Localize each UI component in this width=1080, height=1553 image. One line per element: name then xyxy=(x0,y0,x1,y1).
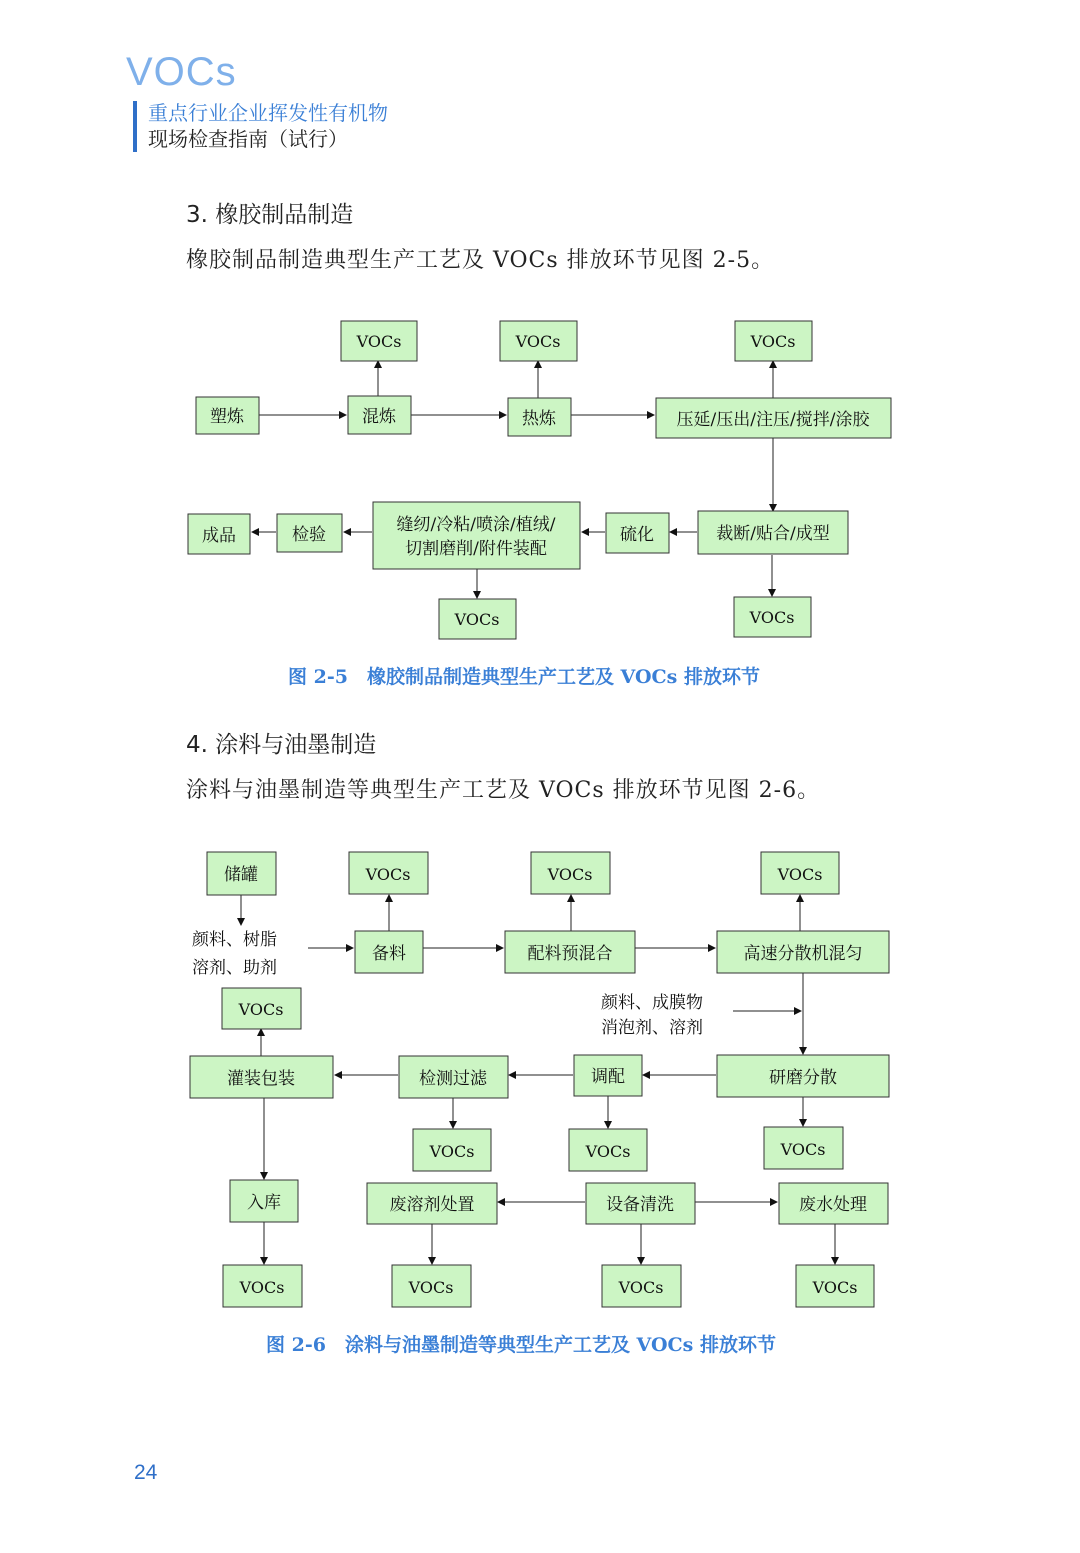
svg-text:成品: 成品 xyxy=(202,526,236,546)
vocs-box xyxy=(500,321,577,361)
vocs-label: VOCs xyxy=(750,332,796,351)
vocs-label: VOCs xyxy=(429,1142,475,1161)
vocs-box xyxy=(439,599,516,639)
svg-text:废溶剂处置: 废溶剂处置 xyxy=(389,1195,475,1215)
vocs-label: VOCs xyxy=(356,332,402,351)
svg-text:缝纫/冷粘/喷涂/植绒/: 缝纫/冷粘/喷涂/植绒/ xyxy=(396,515,556,535)
vocs-box xyxy=(569,1129,647,1171)
vocs-box xyxy=(392,1265,471,1307)
box-caiduan xyxy=(698,511,848,554)
svg-text:研磨分散: 研磨分散 xyxy=(769,1068,837,1088)
svg-text:硫化: 硫化 xyxy=(620,525,654,545)
box-tiaopei xyxy=(574,1055,642,1096)
vocs-box xyxy=(734,597,811,637)
box-shebei xyxy=(586,1183,695,1224)
vocs-label: VOCs xyxy=(238,1000,284,1019)
vocs-label: VOCs xyxy=(777,865,823,884)
vocs-label: VOCs xyxy=(618,1278,664,1297)
figure-2-6-caption: 图 2-6 涂料与油墨制造等典型生产工艺及 VOCs 排放环节 xyxy=(266,1334,776,1356)
vocs-box xyxy=(796,1265,874,1307)
figure-2-5 xyxy=(188,321,891,639)
vocs-label: VOCs xyxy=(749,608,795,627)
header-subtitle-line1: 重点行业企业挥发性有机物 xyxy=(148,101,388,125)
box-jiance xyxy=(399,1056,508,1098)
vocs-box xyxy=(531,852,610,894)
vocs-label: VOCs xyxy=(408,1278,454,1297)
box-chuguan xyxy=(207,852,276,895)
box-gaosu xyxy=(717,931,889,973)
label-pigment-film: 颜料、成膜物 xyxy=(601,993,703,1013)
svg-text:塑炼: 塑炼 xyxy=(210,407,244,427)
section4-text: 涂料与油墨制造等典型生产工艺及 VOCs 排放环节见图 2-6。 xyxy=(186,778,821,803)
section3-title: 3. 橡胶制品制造 xyxy=(186,202,354,228)
svg-text:配料预混合: 配料预混合 xyxy=(527,944,613,964)
label-solvent-additive: 溶剂、助剂 xyxy=(192,958,277,978)
box-ruku xyxy=(230,1180,298,1222)
svg-text:高速分散机混匀: 高速分散机混匀 xyxy=(743,944,863,964)
box-hunlian xyxy=(348,396,411,434)
figure-2-6 xyxy=(190,852,889,1307)
box-guanzhuang xyxy=(190,1056,333,1098)
box-yanmo xyxy=(717,1055,889,1097)
vocs-label: VOCs xyxy=(365,865,411,884)
header-subtitle-line2: 现场检查指南（试行） xyxy=(148,127,348,151)
svg-text:检测过滤: 检测过滤 xyxy=(419,1069,487,1089)
vocs-box xyxy=(602,1265,681,1307)
box-chengpin xyxy=(188,514,250,554)
vocs-box xyxy=(222,988,301,1029)
label-defoamer-solvent: 消泡剂、溶剂 xyxy=(601,1018,703,1038)
box-peiliao xyxy=(505,931,635,973)
svg-text:切割磨削/附件装配: 切割磨削/附件装配 xyxy=(405,539,547,559)
page-number: 24 xyxy=(134,1461,158,1484)
box-jianyan xyxy=(277,514,342,552)
label-pigment-resin: 颜料、树脂 xyxy=(192,930,277,950)
vocs-label: VOCs xyxy=(454,610,500,629)
vocs-box xyxy=(349,852,428,894)
box-fengren xyxy=(373,502,580,569)
svg-text:备料: 备料 xyxy=(372,944,406,964)
vocs-box xyxy=(761,852,839,894)
box-beiliao xyxy=(355,931,423,973)
svg-text:混炼: 混炼 xyxy=(362,407,396,427)
svg-text:入库: 入库 xyxy=(247,1193,281,1213)
svg-text:检验: 检验 xyxy=(292,525,326,545)
vocs-box xyxy=(413,1129,491,1171)
svg-text:设备清洗: 设备清洗 xyxy=(606,1195,674,1215)
figure-2-5-caption: 图 2-5 橡胶制品制造典型生产工艺及 VOCs 排放环节 xyxy=(288,666,760,688)
vocs-label: VOCs xyxy=(239,1278,285,1297)
vocs-box xyxy=(764,1127,843,1169)
vocs-box xyxy=(341,321,417,361)
vocs-box xyxy=(735,321,812,361)
box-liuhua xyxy=(606,513,669,553)
svg-text:裁断/贴合/成型: 裁断/贴合/成型 xyxy=(716,524,830,544)
box-relian xyxy=(508,398,571,436)
vocs-label: VOCs xyxy=(547,865,593,884)
box-feishui xyxy=(779,1183,888,1224)
section3-text: 橡胶制品制造典型生产工艺及 VOCs 排放环节见图 2-5。 xyxy=(186,248,775,273)
svg-text:灌装包装: 灌装包装 xyxy=(227,1069,295,1089)
section4-title: 4. 涂料与油墨制造 xyxy=(186,732,377,758)
header-title: VOCs xyxy=(126,50,237,94)
box-suliang xyxy=(196,397,259,434)
box-yayan xyxy=(656,398,891,438)
svg-text:储罐: 储罐 xyxy=(224,865,258,885)
vocs-box xyxy=(223,1265,302,1307)
vocs-label: VOCs xyxy=(780,1140,826,1159)
vocs-label: VOCs xyxy=(812,1278,858,1297)
svg-text:压延/压出/注压/搅拌/涂胶: 压延/压出/注压/搅拌/涂胶 xyxy=(676,410,870,430)
box-feirongji xyxy=(367,1183,497,1224)
svg-text:调配: 调配 xyxy=(591,1067,625,1087)
svg-text:废水处理: 废水处理 xyxy=(799,1195,867,1215)
svg-text:热炼: 热炼 xyxy=(522,409,556,429)
vocs-label: VOCs xyxy=(515,332,561,351)
vocs-label: VOCs xyxy=(585,1142,631,1161)
